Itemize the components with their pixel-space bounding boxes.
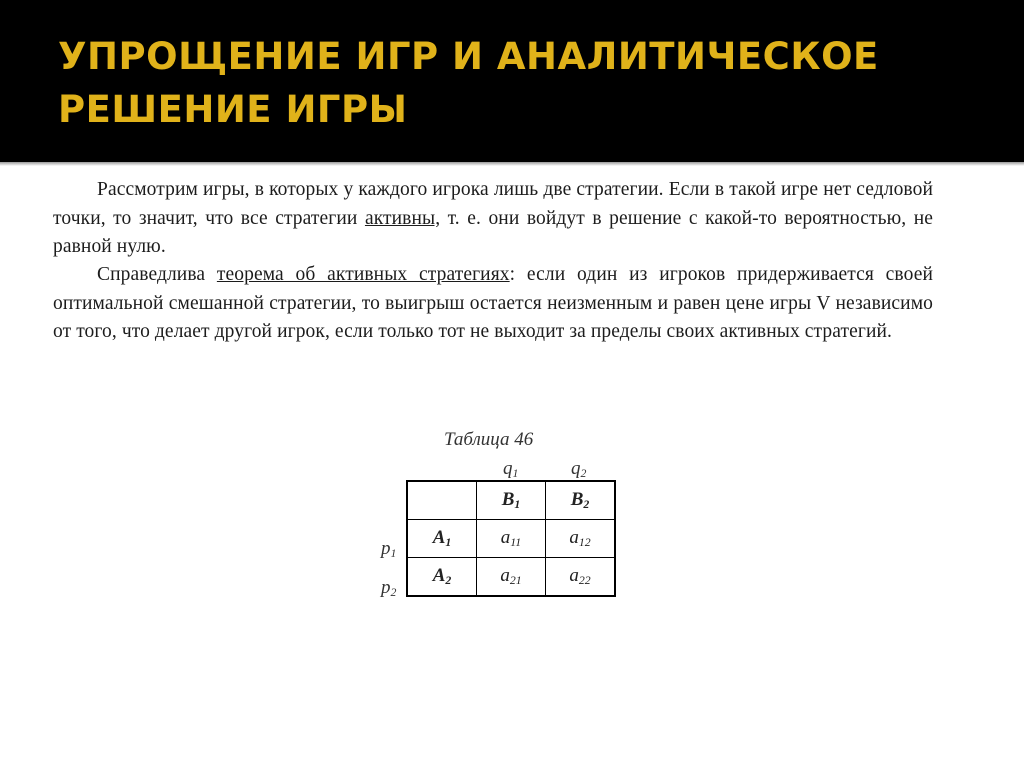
header-sub: 1	[514, 497, 521, 511]
row-prob-sub: 2	[390, 585, 397, 599]
table-row-label-a1	[407, 520, 477, 558]
column-probability-q2	[571, 458, 586, 481]
column-probability-q1	[503, 458, 518, 481]
table-header-b2	[546, 481, 616, 520]
col-prob-base: q	[571, 458, 581, 479]
row-label-base: A	[432, 527, 446, 549]
paragraph1-text-before: Рассмотрим игры, в которых у каждого игрока лишь две стратегии. Если в такой игре нет седловой точки, то значит, что все стратегии	[53, 179, 933, 229]
paragraph2-underlined-term: теорема об активных стратегиях	[216, 264, 510, 285]
cell-sub: 22	[578, 573, 591, 587]
table-cell-a12	[546, 520, 616, 558]
row-label-base: A	[432, 565, 446, 587]
table-row-label-a2	[407, 558, 477, 597]
header-sub: 2	[583, 497, 590, 511]
row-label-sub: 1	[445, 535, 452, 549]
table-cell-a22	[546, 558, 616, 597]
table-corner-cell	[407, 481, 477, 520]
cell-base: a	[500, 527, 511, 549]
cell-base: a	[500, 565, 510, 587]
row-label-sub: 2	[445, 573, 452, 587]
paragraph2-text-after: : если один из игроков придерживается своей оптимальной смешанной стратегии, то выигрыш остается неизменным и равен цене игры V независимо от того, что делает другой игрок, если только тот не выходит за пределы своих активных стратегий.	[53, 264, 933, 343]
cell-sub: 11	[510, 535, 522, 549]
paragraph-theorem	[53, 261, 933, 347]
header-base: B	[570, 489, 584, 511]
table-header-row	[407, 481, 615, 520]
paragraph1-underlined-term: активны,	[364, 207, 441, 229]
row-prob-base: p	[381, 538, 391, 559]
paragraph-saddle-point	[53, 176, 933, 262]
col-prob-base: q	[503, 458, 513, 479]
cell-base: a	[569, 527, 579, 549]
row-prob-base: p	[381, 577, 391, 598]
header-base: B	[501, 489, 515, 511]
cell-sub: 21	[509, 573, 522, 587]
paragraph1-text-after: т. е. они войдут в решение с какой-то вероятностью, не равной нулю.	[53, 207, 934, 258]
slide-title: УПРОЩЕНИЕ ИГР И АНАЛИТИЧЕСКОЕ РЕШЕНИЕ ИГРЫ	[58, 35, 879, 131]
table-row	[407, 558, 615, 597]
row-probability-p1	[381, 538, 396, 561]
cell-base: a	[569, 565, 579, 587]
payoff-matrix-table	[406, 480, 616, 597]
table-caption: Таблица 46	[444, 429, 534, 450]
col-prob-sub: 1	[512, 466, 519, 480]
table-cell-a21	[477, 558, 546, 597]
col-prob-sub: 2	[580, 466, 587, 480]
table-header-b1	[477, 481, 546, 520]
slide-content	[0, 162, 1024, 767]
paragraph2-text-before: Справедлива	[97, 264, 217, 285]
cell-sub: 12	[578, 535, 591, 549]
row-prob-sub: 1	[390, 546, 397, 560]
row-probability-p2	[381, 577, 396, 600]
table-cell-a11	[477, 520, 546, 558]
table-row	[407, 520, 615, 558]
